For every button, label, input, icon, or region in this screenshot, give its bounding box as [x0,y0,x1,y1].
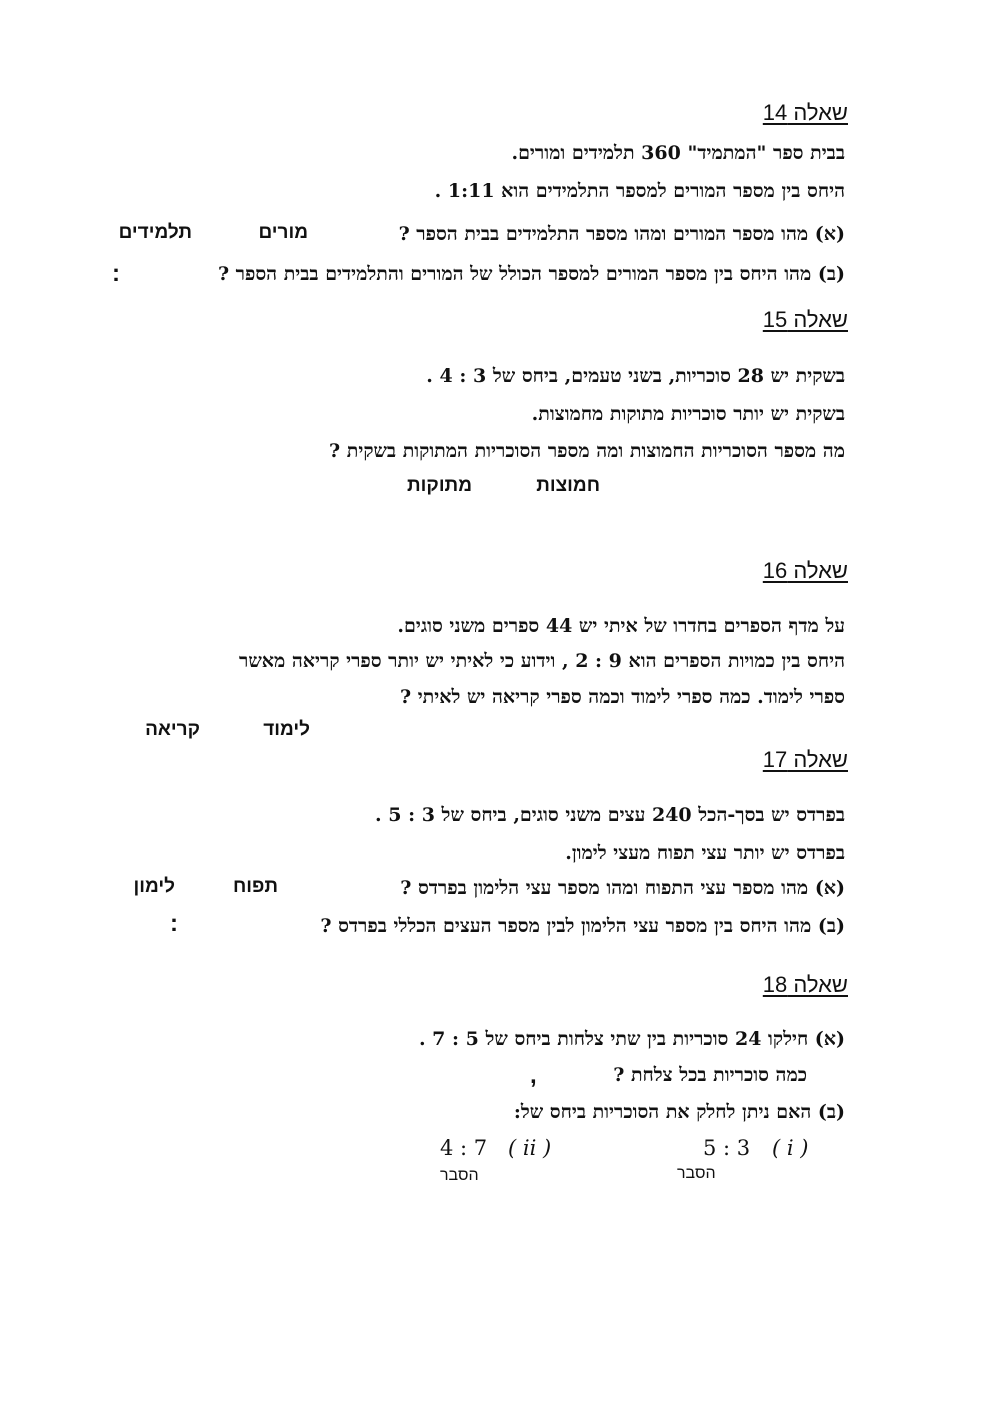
q16-title: שאלה 16 [762,558,848,583]
q14-part-b-post: של המורים והתלמידים בבית הספר ? [217,263,500,285]
q16-line-3: ספרי לימוד. כמה ספרי לימוד וכמה ספרי קריאה יש לאיתי ? [399,686,845,708]
q15-line-3: מה מספר הסוכריות החמוצות ומה מספר הסוכריות המתוקות בשקית ? [329,440,845,462]
q17-title: שאלה 17 [762,747,848,772]
q16-line-1: על מדף הספרים בחדרו של איתי יש 44 ספרים משני סוגים. [397,615,845,637]
q14-part-b [218,263,845,286]
answer-label-sour: חמוצות [536,475,600,496]
answer-label-reading: קריאה [145,719,200,740]
q18-option-ii-explain: הסבר [440,1167,479,1184]
q15-line-2-bold: יותר [733,403,764,425]
q18-title: שאלה 18 [762,972,848,997]
answer-label-study: לימוד [263,719,310,740]
q14-part-b-pre: (ב) מהו היחס בין מספר המורים למספר [541,263,845,285]
q18-part-a: (א) חילקו 24 סוכריות בין שתי צלחות ביחס של 5 : 7 . [418,1028,845,1050]
q18-option-ii-label: ( ii ) [508,1136,552,1160]
answer-label-lemon: לימון [133,876,175,897]
q18-part-a-question: כמה סוכריות בכל צלחת ? [613,1064,807,1086]
q17-part-b: (ב) מהו היחס בין מספר עצי הלימון לבין מספר העצים הכללי בפרדס ? [320,915,845,937]
q14-part-a: (א) מהו מספר המורים ומהו מספר התלמידים בבית הספר ? [398,223,845,245]
answer-label-sweet: מתוקות [407,475,472,496]
q18-option-i-ratio: 5 : 3 [703,1136,751,1160]
q15-line-1: בשקית יש 28 סוכריות, בשני טעמים, ביחס של 3 : 4 . [426,365,845,387]
answer-label-teachers: מורים [258,222,308,243]
q17-line-2-post: עצי תפוח מעצי לימון. [565,842,734,864]
q17-part-a: (א) מהו מספר עצי התפוח ומהו מספר עצי הלימון בפרדס ? [400,877,845,899]
q15-line-2-pre: בשקית יש [763,403,845,425]
q14-title: שאלה 14 [762,100,848,125]
q17-line-2-bold: יותר [733,842,765,864]
q18-option-i-explain: הסבר [677,1165,716,1182]
q17-line-1: בפרדס יש בסך-הכל 240 עצים משני סוגים, ביחס של 3 : 5 . [374,804,845,826]
q14-line-2: היחס בין מספר המורים למספר התלמידים הוא 1:11 . [434,180,845,202]
q16-line-2: היחס בין כמויות הספרים הוא 9 : 2 , וידוע כי לאיתי יש יותר ספרי קריאה מאשר [239,650,845,672]
q17-line-2-pre: בפרדס יש [764,842,845,864]
q15-line-2-post: סוכריות מתוקות מחמוצות. [531,403,734,425]
q15-line-2 [532,403,845,426]
q14-part-b-bold: הכולל [499,263,542,285]
q18-part-b: (ב) האם ניתן לחלק את הסוכריות ביחס של: [513,1101,845,1123]
q15-title: שאלה 15 [762,307,848,332]
q18-option-ii-ratio: 4 : 7 [440,1136,488,1160]
q14-ratio-colon: : [112,260,120,287]
answer-label-apple: תפוח [232,876,278,897]
q14-line-1: בבית ספר "המתמיד" 360 תלמידים ומורים. [511,142,845,164]
q18-answer-comma: , [530,1062,537,1089]
q18-option-i-label: ( i ) [772,1136,809,1160]
answer-label-students: תלמידים [118,222,192,243]
q17-ratio-colon: : [170,910,178,937]
q17-line-2 [565,842,845,865]
